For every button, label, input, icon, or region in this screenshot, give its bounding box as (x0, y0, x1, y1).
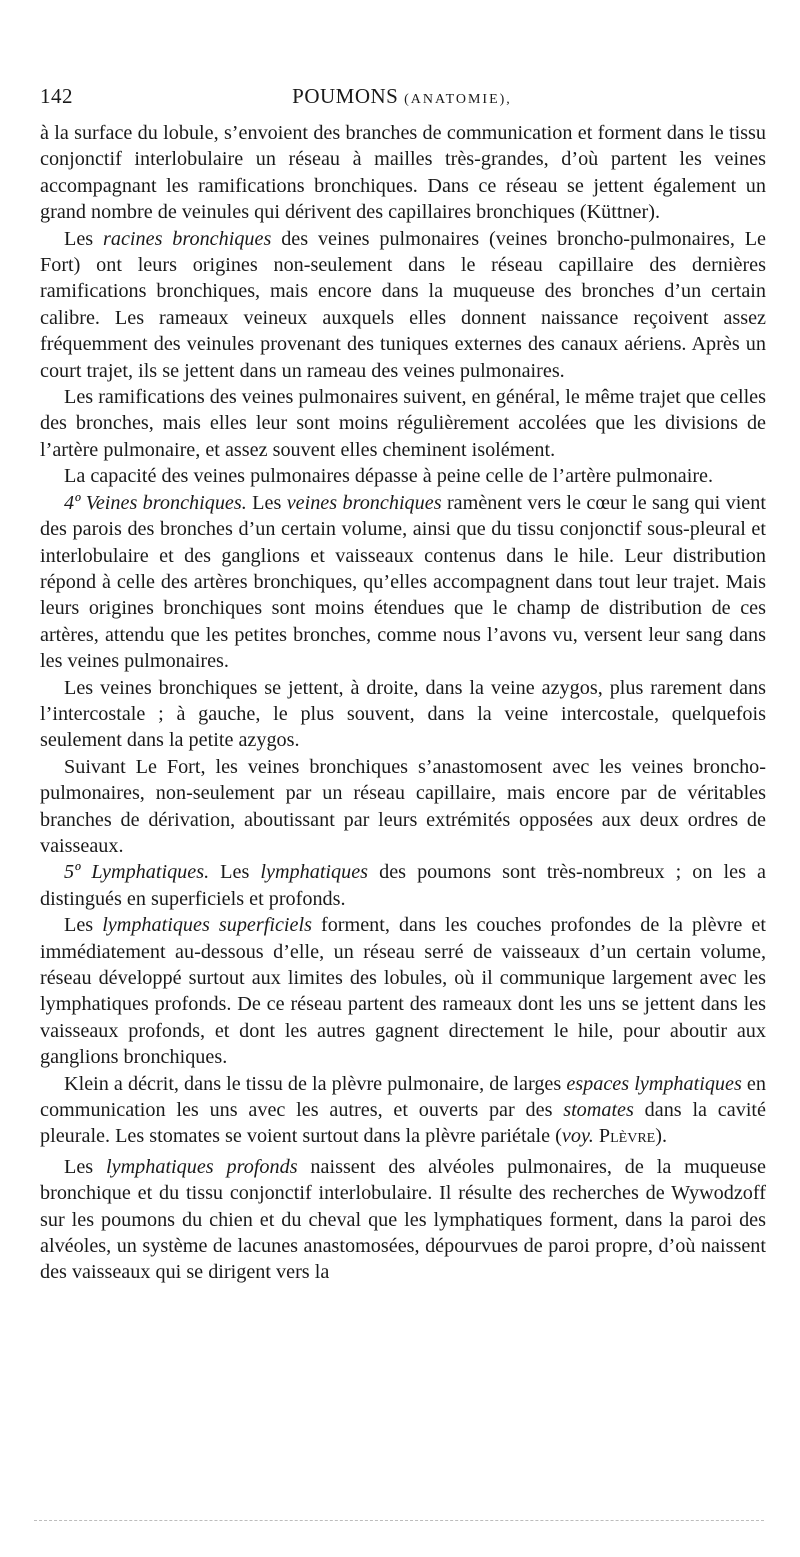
paragraph-text: La capacité des veines pulmonaires dépasse à peine celle de l’artère pulmonaire. (64, 465, 714, 488)
paragraph-text: ramènent vers le cœur le sang qui vient des parois des bronches d’un certain volume, ainsi que du tissu conjonctif sous-pleural et interlobulaire et des ganglions et vaisseaux contenus dans le hile. Leur distribution répond à celle des artères bronchiques, qu’elles accompagnent dans tout leur trajet. Mais leurs origines bronchiques sont moins étendues que le champ de distribution de ces artères, attendu que les petites bronches, comme nous l’avons vu, versent leur sang dans les veines pulmonaires. (40, 491, 766, 673)
body-text (40, 120, 766, 1286)
paragraph-text: Les (246, 491, 287, 514)
paragraph-text: Les ramifications des veines pulmonaires suivent, en général, le même trajet que celles des bronches, mais elles leur sont moins régulièrement accolées que les divisions de l’artère pulmonaire, et assez souvent elles cheminent isolément. (40, 386, 766, 461)
paragraph (40, 675, 766, 754)
italic-term: lymphatiques superficiels (102, 914, 312, 937)
section-heading: 4º Veines bronchiques. (64, 491, 247, 514)
italic-term: racines bronchiques (103, 227, 272, 250)
paragraph-text: à la surface du lobule, s’envoient des branches de communication et forment dans le tissu conjonctif interlobulaire un réseau à mailles très-grandes, d’où partent les veines accompagnant les ramifications bronchiques. Dans ce réseau se jettent également un grand nombre de veinules qui dérivent des capillaires bronchiques (Küttner). (40, 122, 766, 224)
paragraph-text: dans la cavité pleurale. Les stomates se voient surtout dans la plèvre pariétale ( (40, 1099, 766, 1148)
italic-term: stomates (563, 1099, 634, 1122)
paragraph-text: Les (64, 1155, 107, 1178)
italic-reference: voy. (561, 1125, 594, 1148)
paragraph (40, 120, 766, 226)
page-header (32, 84, 772, 114)
running-title (32, 84, 772, 109)
running-title-main: POUMONS (292, 84, 399, 108)
paragraph-text: Les (64, 227, 103, 250)
paragraph-text: forment, dans les couches profondes de la plèvre et immédiatement au-dessous d’elle, un réseau serré de vaisseaux d’un certain volume, réseau développé surtout aux limites des lobules, où il communique largement avec les lymphatiques profonds. De ce réseau partent des rameaux dont les uns se jettent dans les vaisseaux profonds, et dont les autres gagnent directement le hile, pour aboutir aux ganglions bronchiques. (40, 914, 766, 1069)
paragraph (40, 912, 766, 1070)
italic-term: lymphatiques profonds (106, 1155, 298, 1178)
paragraph-text: ). (655, 1125, 668, 1148)
page-number: 142 (40, 84, 73, 108)
paragraph-text: en communication les uns avec les autres, et ouverts par des (40, 1072, 766, 1122)
paragraph (40, 1154, 766, 1286)
paragraph (40, 463, 766, 489)
italic-term: veines bronchiques (286, 491, 442, 514)
paragraph (40, 490, 766, 675)
italic-term: lymphatiques (260, 861, 369, 884)
running-title-sub: (ANATOMIE), (404, 92, 512, 107)
paragraph-text: des veines pulmonaires (veines broncho-pulmonaires, Le Fort) ont leurs origines non-seulement dans le réseau capillaire des dernières ramifications bronchiques, mais encore dans la muqueuse des bronches d’un certain calibre. Les rameaux veineux auxquels elles donnent naissance reçoivent assez fréquemment des veinules provenant des tuniques externes des canaux aériens. Après un court trajet, ils se jettent dans un rameau des veines pulmonaires. (40, 227, 766, 382)
paragraph (40, 226, 766, 384)
paragraph-text: Klein a décrit, dans le tissu de la plèvre pulmonaire, de larges (64, 1072, 567, 1095)
cross-reference: Plèvre (598, 1125, 656, 1148)
paragraph (40, 1071, 766, 1150)
paragraph (40, 859, 766, 912)
paragraph-text: Les veines bronchiques se jettent, à droite, dans la veine azygos, plus rarement dans l’intercostale ; à gauche, le plus souvent, dans la veine intercostale, quelquefois seulement dans la petite azygos. (40, 676, 766, 752)
section-heading: 5º Lymphatiques. (64, 861, 210, 884)
italic-term: espaces lymphatiques (566, 1072, 742, 1095)
paragraph-text: Les (209, 861, 261, 884)
paragraph-text: naissent des alvéoles pulmonaires, de la muqueuse bronchique et du tissu conjonctif interlobulaire. Il résulte des recherches de Wywodzoff sur les poumons du chien et du cheval que les lymphatiques forment, dans la paroi des alvéoles, un système de lacunes anastomosées, dépourvues de paroi propre, d’où naissent des vaisseaux qui se dirigent vers la (40, 1155, 766, 1284)
paragraph (40, 754, 766, 860)
paragraph-text: des poumons sont très-nombreux ; on les a distingués en superficiels et profonds. (40, 861, 766, 910)
paragraph (40, 384, 766, 463)
paragraph-text: Les (64, 914, 103, 937)
footer-rule (34, 1520, 764, 1521)
paragraph-text: Suivant Le Fort, les veines bronchiques s’anastomosent avec les veines broncho-pulmonaires, non-seulement par un réseau capillaire, mais encore par de véritables branches de dérivation, aboutissant par leurs extrémités opposées aux deux ordres de vaisseaux. (40, 755, 766, 857)
